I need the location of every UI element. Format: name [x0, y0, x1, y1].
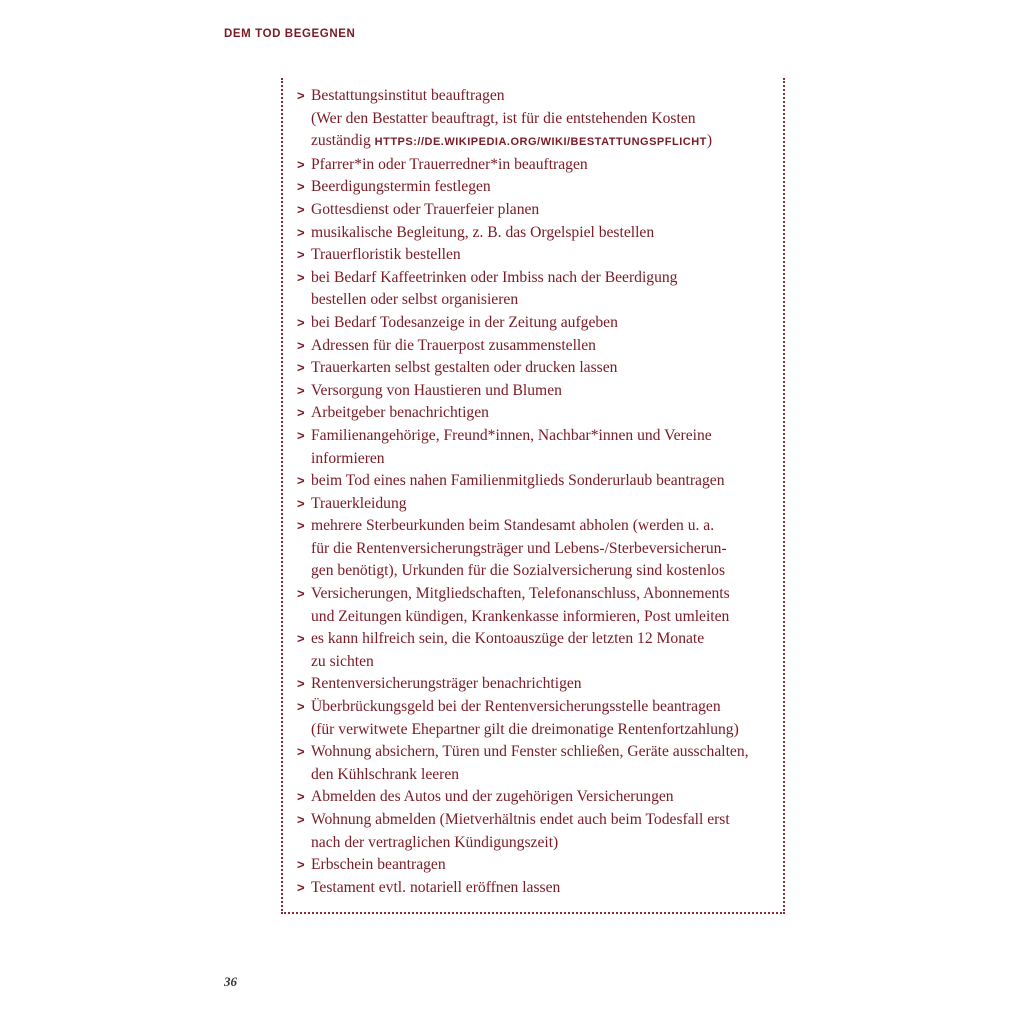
checklist-item — [297, 357, 775, 380]
bullet-marker: > — [297, 405, 305, 421]
bullet-marker: > — [297, 676, 305, 692]
checklist-item-text: Trauerfloristik bestellen — [311, 246, 461, 264]
bullet-marker: > — [297, 699, 305, 715]
running-header: DEM TOD BEGEGNEN — [224, 28, 356, 40]
checklist-item — [297, 696, 775, 741]
checklist-item — [297, 854, 775, 877]
checklist-item — [297, 154, 775, 177]
checklist-item — [297, 809, 775, 854]
bullet-marker: > — [297, 586, 305, 602]
checklist-item — [297, 741, 775, 786]
bullet-marker: > — [297, 427, 305, 443]
checklist-item-text: den Kühlschrank leeren — [311, 765, 460, 783]
bullet-marker: > — [297, 247, 305, 263]
bullet-marker: > — [297, 337, 305, 353]
bullet-marker: > — [297, 879, 305, 895]
checklist-item-text: bei Bedarf Todesanzeige in der Zeitung aufgeben — [311, 313, 618, 331]
checklist-item-text: und Zeitungen kündigen, Krankenkasse informieren, Post umleiten — [311, 607, 730, 625]
checklist-item — [297, 85, 775, 154]
checklist-item-text: nach der vertraglichen Kündigungszeit) — [311, 833, 559, 851]
checklist-item-text: zu sichten — [311, 652, 374, 670]
checklist-item-text: Arbeitgeber benachrichtigen — [311, 404, 489, 422]
checklist-item — [297, 673, 775, 696]
checklist-item-text: Adressen für die Trauerpost zusammenstellen — [311, 336, 596, 354]
checklist-item — [297, 470, 775, 493]
checklist-item — [297, 583, 775, 628]
checklist-item-text: Abmelden des Autos und der zugehörigen Versicherungen — [311, 788, 674, 806]
checklist-item-text: Trauerkleidung — [311, 494, 407, 512]
bullet-marker: > — [297, 744, 305, 760]
bullet-marker: > — [297, 382, 305, 398]
checklist-item-text: Testament evtl. notariell eröffnen lassen — [311, 878, 561, 896]
checklist-item-text: für die Rentenversicherungsträger und Lebens-/Sterbeversicherun- — [311, 539, 727, 557]
checklist-item — [297, 244, 775, 267]
checklist-item-text: Wohnung abmelden (Mietverhältnis endet auch beim Todesfall erst — [311, 811, 730, 828]
checklist-item-text: zuständig — [311, 132, 375, 150]
checklist-item — [297, 267, 775, 312]
bullet-marker: > — [297, 224, 305, 240]
checklist-item-text: Trauerkarten selbst gestalten oder drucken lassen — [311, 359, 618, 377]
checklist-item — [297, 380, 775, 403]
checklist-item-text: Bestattungsinstitut beauftragen — [311, 87, 505, 104]
checklist-item-url-line — [311, 130, 775, 154]
checklist-item-text: Versicherungen, Mitgliedschaften, Telefonanschluss, Abonnements — [311, 585, 730, 603]
checklist-item-text: gen benötigt), Urkunden für die Sozialversicherung sind kostenlos — [311, 562, 726, 580]
bullet-marker: > — [297, 156, 305, 172]
checklist-item-text: es kann hilfreich sein, die Kontoauszüge der letzten 12 Monate — [311, 630, 705, 648]
bullet-marker: > — [297, 314, 305, 330]
checklist-item-text: Pfarrer*in oder Trauerredner*in beauftragen — [311, 155, 588, 173]
checklist-item — [297, 222, 775, 245]
bullet-marker: > — [297, 269, 305, 285]
checklist-item — [297, 199, 775, 222]
checklist-item — [297, 335, 775, 358]
checklist-item-text: Erbschein beantragen — [311, 856, 446, 874]
page-number: 36 — [224, 974, 237, 989]
checklist-item-text: Gottesdienst oder Trauerfeier planen — [311, 200, 540, 218]
checklist-item-text: beim Tod eines nahen Familienmitglieds Sonderurlaub beantragen — [311, 472, 725, 490]
bullet-marker: > — [297, 495, 305, 511]
checklist-item-text: Versorgung von Haustieren und Blumen — [311, 381, 562, 399]
checklist-item — [297, 515, 775, 583]
bullet-marker: > — [297, 631, 305, 647]
checklist-item-text: (für verwitwete Ehepartner gilt die dreimonatige Rentenfortzahlung) — [311, 720, 739, 738]
checklist-item-text: Beerdigungstermin festlegen — [311, 178, 491, 196]
bullet-marker: > — [297, 88, 305, 103]
checklist-item-text: Wohnung absichern, Türen und Fenster schließen, Geräte ausschalten, — [311, 743, 749, 761]
checklist-item-text: bei Bedarf Kaffeetrinken oder Imbiss nach der Beerdigung — [311, 268, 678, 286]
bullet-marker: > — [297, 857, 305, 873]
checklist-item — [297, 402, 775, 425]
bullet-marker: > — [297, 518, 305, 534]
checklist-item-text: informieren — [311, 449, 385, 467]
checklist-item — [297, 425, 775, 470]
bullet-marker: > — [297, 179, 305, 195]
bullet-marker: > — [297, 812, 305, 827]
wikipedia-link[interactable]: HTTPS://DE.WIKIPEDIA.ORG/WIKI/BESTATTUNGSPFLICHT — [374, 136, 707, 149]
checklist-item-text: bestellen oder selbst organisieren — [311, 291, 519, 309]
bullet-marker: > — [297, 789, 305, 805]
checklist-item-text: Rentenversicherungsträger benachrichtigen — [311, 675, 582, 693]
bullet-marker: > — [297, 473, 305, 489]
checklist-item — [297, 176, 775, 199]
checklist-item — [297, 312, 775, 335]
checklist — [297, 85, 775, 899]
checklist-item — [297, 786, 775, 809]
closing-parenthesis: ) — [706, 132, 713, 150]
checklist-item-text: mehrere Sterbeurkunden beim Standesamt abholen (werden u. a. — [311, 517, 715, 535]
checklist-item — [297, 628, 775, 673]
checklist-item-text: musikalische Begleitung, z. B. das Orgelspiel bestellen — [311, 223, 655, 241]
checklist-item-text: Familienangehörige, Freund*innen, Nachbar*innen und Vereine — [311, 426, 712, 444]
bullet-marker: > — [297, 360, 305, 376]
checklist-item-text: Überbrückungsgeld bei der Rentenversicherungsstelle beantragen — [311, 698, 721, 716]
checklist-item — [297, 877, 775, 900]
checklist-item — [297, 493, 775, 516]
bullet-marker: > — [297, 201, 305, 217]
checklist-item-text: (Wer den Bestatter beauftragt, ist für die entstehenden Kosten — [311, 109, 696, 127]
